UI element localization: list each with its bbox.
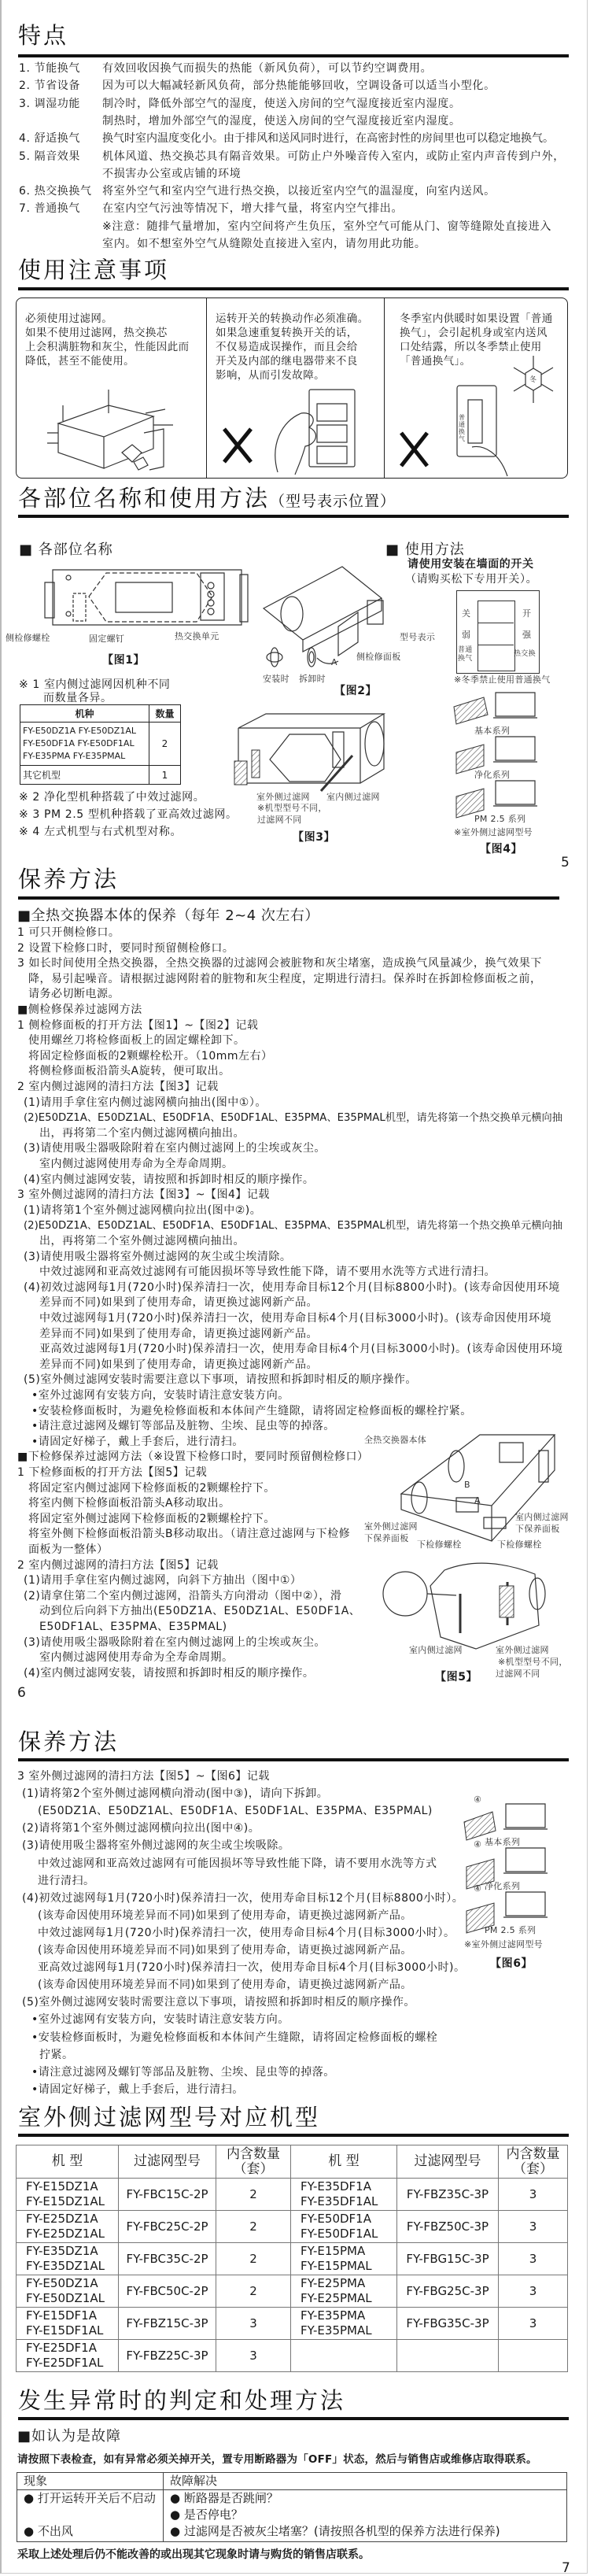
instruction-line: 3 室外侧过滤网的清扫方法【图5】~【图6】记载 [17,1770,270,1783]
instruction-line: 出，再将第二个室外侧过滤网横向抽出。 [39,1235,245,1247]
fig6-step-2: ④ [474,1839,482,1850]
instruction-line: 请务必切断电源。 [28,988,120,1001]
fig6-step-3: ④ [474,1883,482,1894]
fault-intro: 请按照下表检查，如有异常必须关掉开关，置专用断路器为「OFF」状态，然后与销售店或维修店取得联系。 [17,2453,537,2466]
model-cell: FY-E50DZ1A FY-E50DZ1AL [17,2275,119,2308]
feature-text: 不损害办公室或店铺的环境 [102,167,242,180]
quantity-cell: 3 [499,2243,568,2275]
instruction-line: 将固定检修面板的2颗螺栓松开。（10mm左右） [28,1049,273,1063]
fig5-note-1: ※机型型号不同， [498,1657,568,1667]
instruction-line: 3 如长时间使用全热交换器，全热交换器的过滤网会被脏物和灰尘堵塞，造成换气风量减少，换气效果下 [17,957,542,970]
column-header: 故障解决 [164,2473,567,2490]
instruction-line: 中效过滤网每1月(720小时)保养清扫一次，使用寿命目标4个月(目标3000小时)。(该寿命因使用环境 [39,1312,551,1325]
feature-text: ※注意：随排气量增加，室内空间将产生负压，室外空气可能从门、窗等缝隙处直接进入 [102,220,552,233]
column-header: 现象 [17,2473,164,2490]
fig6-series-pm25: PM 2.5 系列 [485,1925,537,1935]
filter-quantity-table [20,704,181,785]
fig1-caption: 【图1】 [102,654,146,667]
fig2-label-side-panel: 侧检修面板 [356,652,401,662]
instruction-line: (4)室内侧过滤网安装，请按照和拆卸时相反的顺序操作。 [24,1666,315,1680]
fault-solution: ● 过滤网是否被灰尘堵塞？(请按照各机型的保养方法进行保养) [164,2523,567,2542]
switch-off-label: 关 [462,608,471,619]
fig3-label-indoor-filter: 室内侧过滤网 [326,792,380,802]
filter-model-cell: FY-FBZ50C-3P [397,2211,499,2243]
feature-label: 3. 调湿功能 [19,97,81,110]
fig4-note: ※室外侧过滤网型号 [454,827,533,837]
filter-model-cell: FY-FBC50C-2P [119,2275,216,2308]
caution-text: 降低，甚至不能使用。 [25,355,135,368]
instruction-line: 差异而不同)如果到了使用寿命，请更换过滤网新产品。 [39,1327,318,1340]
model-cell: FY-E50DZ1A FY-E50DZ1AL FY-E50DF1A FY-E50DF1AL FY-E35PMA FY-E35PMAL [20,723,149,766]
fig6-filter-drawings [463,1802,549,1944]
fig5-label-bolt-2: 下检修螺栓 [497,1539,542,1550]
instruction-line: 2 室内侧过滤网的清扫方法【图3】记载 [17,1081,219,1093]
caution-text: 换气」，会引起机身或室内送风 [400,327,548,339]
model-cell [291,2340,397,2372]
column-header: 机种 [20,705,149,723]
instruction-line: (4)初效过滤网每1月(720小时)保养清扫一次，使用寿命目标12个月(目标8800小时）。 [22,1891,464,1905]
fig5-label-indoor-filter-2: 室内侧过滤网 [409,1645,463,1655]
snow-label: 冬 [529,376,537,384]
instruction-line: 面板为一整体） [28,1543,109,1556]
fault-solution: ● 是否停电？ [164,2507,567,2523]
switch-on-label: 开 [522,608,532,619]
model-cell: FY-E15PMA FY-E15PMAL [291,2243,397,2275]
fig5-label-outdoor-filter: 室外侧过滤网 [364,1521,418,1532]
quantity-cell: 3 [499,2179,568,2211]
features-title: 特点 [18,22,69,49]
switch-normal-label: 普通换气 [459,414,466,442]
fig4-filter-drawings [452,691,539,833]
filter-model-cell: FY-FBC25C-2P [119,2211,216,2243]
feature-text: 因为可以大幅减轻新风负荷，部分热能能够回收，空调设备可以适当小型化。 [102,79,496,93]
instruction-line: (5)室外侧过滤网安装时需要注意以下事项，请按照和拆卸时相反的顺序操作。 [24,1373,417,1387]
filter-model-cell: FY-FBG25C-3P [397,2275,499,2308]
maintenance-rule-2 [18,1758,569,1761]
bullet-item: •安装检修面板时，为避免检修面板和本体间产生缝隙，请将固定检修面板的螺栓拧紧。 [31,1404,472,1417]
column-header: 内含数量（套） [216,2145,291,2179]
model-cell: FY-E15DZ1A FY-E15DZ1AL [17,2179,119,2211]
feature-label: 6. 热交换换气 [19,185,92,198]
fig5-label-bolt-1: 下检修螺栓 [417,1539,462,1550]
instruction-line: (1)请用手拿住室内侧过滤网横向抽出(图中①）。 [24,1096,267,1109]
instruction-line: 将固定室内侧过滤网下检修面板的2颗螺栓拧下。 [28,1481,275,1495]
instruction-line: 降，易引起噪音。请根据过滤网附着的脏物和灰尘程度，定期进行清扫。保养时在拆卸检修面板之前， [28,972,542,985]
fault-symptom [17,2507,164,2523]
model-cell: FY-E50DF1A FY-E50DF1AL [291,2211,397,2243]
troubleshooting-title: 发生异常时的判定和处理方法 [18,2387,346,2414]
instruction-line: 室内侧过滤网使用寿命为全寿命周期。 [39,1651,234,1665]
fig3-label-outdoor-filter: 室外侧过滤网 [256,792,310,802]
caution-text: 如果不使用过滤网，热交换芯 [25,327,168,339]
fig1-label-fix-screw: 固定螺钉 [89,634,125,644]
table-row [17,2275,568,2308]
filter-models-title: 室外侧过滤网型号对应机型 [18,2104,321,2131]
column-header: 过滤网型号 [119,2145,216,2179]
fault-heading: ■如认为是故障 [17,2428,122,2445]
fig6-series-basic: 基本系列 [485,1837,521,1847]
fault-table [17,2472,567,2542]
filter-models-rule [18,2134,569,2137]
quantity-cell: 2 [149,723,181,766]
caution-text: 上会积满脏物和灰尘，性能因此而 [25,341,190,353]
feature-label: 1. 节能换气 [19,62,81,75]
quantity-cell: 2 [216,2179,291,2211]
fig5-arrow-a: A [474,1495,481,1506]
usage-heading: ■ 使用方法 [385,541,465,558]
fig2-caption: 【图2】 [334,685,378,697]
parts-rule [18,515,569,518]
model-cell: FY-E35DF1A FY-E35DF1AL [291,2179,397,2211]
feature-text: 机体风道、热交换芯具有隔音效果。可防止户外噪音传入室内，或防止室内声音传到户外， [102,150,565,163]
feature-text: 制冷时，降低外部空气的湿度，使送入房间的空气湿度接近室内湿度。 [102,97,461,110]
usage-line-2: （请购买松下专用开关）。 [405,573,538,586]
fault-footer: 采取上述处理后仍不能改善的或出现其它现象时请与购货的销售店联系。 [17,2548,370,2561]
model-cell: FY-E25DZ1A FY-E25DZ1AL [17,2211,119,2243]
instruction-line: 出，再将第二个室内侧过滤网横向抽出。 [39,1126,245,1140]
fig6-series-purify: 净化系列 [485,1881,521,1891]
quantity-cell: 3 [216,2308,291,2340]
names-heading: ■ 各部位名称 [19,541,113,558]
switch-winter-note: ※冬季禁止使用普通换气 [454,674,551,685]
instruction-line: E50DF1AL、E35PMA、E35PMAL) [39,1621,227,1633]
feature-text: 在室内空气污浊等情况下，增大排气量，将室内空气排出。 [102,202,404,216]
table-row [17,2340,568,2372]
maintenance-rule-1 [18,896,559,900]
column-header: 数量 [149,705,181,723]
fig3-note-1: ※机型型号不同， [257,803,327,813]
feature-text: 室内。如不想室外空气从缝隙处直接进入室内，请勿用此功能。 [102,238,426,250]
fig2-label-install: 安装时 [263,674,289,684]
switch-weak-label: 弱 [462,630,471,640]
model-cell: FY-E35DZ1A FY-E35DZ1AL [17,2243,119,2275]
model-cell: FY-E25PMA FY-E25PMAL [291,2275,397,2308]
switch-hand-drawing [223,390,360,476]
fig2-arrow-a: A [331,657,337,667]
x-mark-icon [224,429,251,462]
caution-text: 不仅易造成误操作，而且会给 [216,341,358,353]
note-1-line-2: 而数量各异。 [43,692,112,704]
maintenance-title-1: 保养方法 [18,866,120,893]
instruction-line: 使用螺丝刀将检修面板上的固定螺栓卸下。 [28,1034,245,1048]
instruction-line: (E50DZ1A、E50DZ1AL、E50DF1A、E50DF1AL、E35PMA、E35PMAL) [38,1805,433,1818]
instruction-line: 差异而不同)如果到了使用寿命，请更换过滤网新产品。 [39,1358,318,1371]
x-mark-icon [401,433,427,466]
winter-switch-drawing [397,354,562,480]
feature-label: 2. 节省设备 [19,79,81,93]
instruction-line: (4)初效过滤网每1月(720小时)保养清扫一次，使用寿命目标12个月(目标8800小时)。(该寿命因使用环境 [24,1281,560,1294]
quantity-cell: 3 [499,2308,568,2340]
instruction-line: 中效过滤网和亚高效过滤网有可能因损坏等导致性能下降，请不要用水洗等方式进行清扫。 [39,1266,496,1279]
switch-heat-mode-label: 热交换 [514,650,536,658]
fig3-drawing [234,712,388,787]
note-4: ※ 4 左式机型与右式机型对称。 [19,826,183,838]
maintenance-title-2: 保养方法 [18,1728,120,1755]
filter-model-cell: FY-FBC35C-2P [119,2243,216,2275]
instruction-line: (2)E50DZ1A、E50DZ1AL、E50DF1A、E50DF1AL、E35PMA、E35PMAL机型，请先将第一个热交换单元横向抽 [24,1220,562,1233]
fig5-arrow-b: B [464,1480,470,1490]
fig5-note-2: 过滤网不同 [496,1669,540,1679]
instruction-line: (2)E50DZ1A、E50DZ1AL、E50DF1A、E50DF1AL、E35PMA、E35PMAL机型，请先将第一个热交换单元横向抽 [24,1112,562,1125]
bolt-orientation-icons [266,645,321,669]
instruction-line: 动到位后向斜下方抽出(E50DZ1A、E50DZ1AL、E50DF1A、 [39,1605,361,1618]
filter-model-cell: FY-FBC15C-2P [119,2179,216,2211]
instruction-line: (3)请使用吸尘器将室外侧过滤网的灰尘或尘埃吸除。 [22,1839,290,1853]
quantity-cell: 1 [149,766,181,785]
caution-text: 口处结露，所以冬季禁止使用 [400,341,542,353]
bullet-item: •请固定好梯子，戴上手套后，进行清扫。 [31,2083,244,2096]
bullet-item: •室外过滤网有安装方向，安装时请注意安装方向。 [31,2013,289,2027]
bullet-item: 拧紧。 [39,2048,74,2061]
fig6-step-1: ④ [474,1794,482,1805]
quantity-cell: 2 [216,2211,291,2243]
cautions-title: 使用注意事项 [18,257,170,283]
fig4-caption: 【图4】 [480,843,523,856]
fig1-drawing [43,568,248,627]
usage-line-1: 请使用安装在墙面的开关 [407,558,534,571]
quantity-cell: 3 [216,2340,291,2372]
section-heading: ■全热交换器本体的保养（每年 2~4 次左右） [17,907,319,924]
note-2: ※ 2 净化型机种搭载了中效过滤网。 [19,791,205,804]
bullet-item: •室外过滤网有安装方向，安装时请注意安装方向。 [31,1389,289,1402]
instruction-line: 1 下检修面板的打开方法【图5】记载 [17,1466,208,1479]
model-cell: FY-E25DF1A FY-E25DF1AL [17,2340,119,2372]
cautions-rule [18,287,569,290]
fig2-label-remove: 拆卸时 [299,674,326,684]
fig6-note: ※室外侧过滤网型号 [464,1939,543,1950]
table-row [17,2243,568,2275]
page-number-6: 6 [17,1685,26,1701]
instruction-line: 室内侧过滤网使用寿命为全寿命周期。 [39,1158,234,1170]
column-header: 机 型 [291,2145,397,2179]
filter-model-cell: FY-FBZ25C-3P [119,2340,216,2372]
caution-text: 如果急速重复转换开关的话， [216,327,358,339]
feature-text: 制热时，增加外部空气的湿度，使送入房间的空气湿度接近室内湿度。 [102,114,461,128]
fig5-label-outdoor-panel: 下保养面板 [364,1533,409,1543]
instruction-line: 亚高效过滤网每1月(720小时)保养清扫一次，使用寿命目标4个月(目标3000小时)。 [38,1961,466,1975]
instruction-line: (该寿命因使用环境差异而不同)如果到了使用寿命，请更换过滤网新产品。 [38,1979,412,1992]
instruction-line: 3 室外侧过滤网的清扫方法【图3】~【图4】记载 [17,1188,270,1202]
fig1-label-side-bolt: 侧检修螺栓 [6,633,50,643]
fig5-bottom-drawing [382,1562,551,1649]
quantity-cell [499,2340,568,2372]
column-header: 机 型 [17,2145,119,2179]
parts-title: 各部位名称和使用方法（型号表示位置） [18,485,396,512]
instruction-line: (3)请使用吸尘器将室外侧过滤网的灰尘或尘埃清除。 [24,1250,292,1263]
quantity-cell: 3 [499,2275,568,2308]
fig6-caption: 【图6】 [490,1957,533,1970]
switch-strong-label: 强 [522,630,532,640]
page-number-5: 5 [561,855,570,870]
instruction-line: 将侧检修面板沿箭头A旋转，便可取出。 [28,1065,230,1078]
instruction-line: (2)请将第1个室外侧过滤网横向拉出(图中④)。 [22,1822,260,1835]
instruction-line: (1)请将第1个室外侧过滤网横向拉出(图中②)。 [24,1203,262,1217]
feature-text: 换气时室内温度变化小。由于排风和送风同时进行，在高密封性的房间里也可以稳定地换气。 [102,132,554,146]
caution-text: 开关及内部的继电器带来不良 [216,355,358,368]
note-3: ※ 3 PM 2.5 型机种搭载了亚高效过滤网。 [19,808,238,821]
column-header: 过滤网型号 [397,2145,499,2179]
caution-text: 「普通换气」。 [400,355,471,368]
table-row [17,2211,568,2243]
instruction-line: 2 设置下检修口时，要同时预留侧检修口。 [17,941,234,955]
fig4-series-purify: 净化系列 [474,770,511,780]
feature-label: 5. 隔音效果 [19,150,81,163]
fig2-label-model: 型号表示 [400,632,436,642]
fig5-label-body: 全热交换器本体 [364,1435,427,1445]
model-cell: 其它机型 [20,766,149,785]
fig1-label-heat-unit: 热交换单元 [175,631,219,641]
section-heading: ■侧检修保养过滤网方法 [17,1003,142,1016]
instruction-line: 进行清扫。 [38,1874,95,1887]
instruction-line: (4)室内侧过滤网安装，请按照和拆卸时相反的顺序操作。 [24,1173,315,1186]
instruction-line: (3)请使用吸尘器吸除附着在室内侧过滤网上的尘埃或灰尘。 [24,1142,326,1155]
filter-model-cell: FY-FBG35C-3P [397,2308,499,2340]
instruction-line: (1)请将第2个室外侧过滤网横向滑动(图中③)，请向下拆卸。 [22,1787,329,1801]
bullet-item: •请注意过滤网及螺钉等部品及脏物、尘埃、昆虫等的掉落。 [31,1420,335,1433]
caution-text: 必须使用过滤网。 [25,312,113,325]
fig5-label-indoor-filter: 室内侧过滤网 [515,1512,569,1522]
quantity-cell: 3 [499,2211,568,2243]
heat-exchanger-unit-drawing [47,390,173,472]
instruction-line: 2 室内侧过滤网的清扫方法【图5】记载 [17,1558,219,1572]
model-cell: FY-E35PMA FY-E35PMAL [291,2308,397,2340]
instruction-line: 1 侧检修面板的打开方法【图1】~【图2】记载 [17,1018,259,1032]
fig3-caption: 【图3】 [293,831,336,844]
instruction-line: 亚高效过滤网每1月(720小时)保养清扫一次，使用寿命目标4个月(目标3000小时)。(该寿命因使用环境 [39,1343,563,1356]
table-row [17,2179,568,2211]
table-row [17,2308,568,2340]
bullet-item: •请固定好梯子，戴上手套后，进行清扫。 [31,1435,244,1448]
fault-symptom: ● 不出风 [17,2523,164,2542]
model-cell: FY-E15DF1A FY-E15DF1AL [17,2308,119,2340]
instruction-line: (1)请用手拿住室内侧过滤网，向斜下方抽出（图中①） [24,1574,302,1587]
fig4-series-pm25: PM 2.5 系列 [474,814,526,824]
instruction-line: (5)室外侧过滤网安装时需要注意以下事项，请按照和拆卸时相反的顺序操作。 [22,1996,415,2009]
quantity-cell: 2 [216,2243,291,2275]
caution-text: 冬季室内供暖时如果设置「普通 [400,312,553,325]
bullet-item: •请注意过滤网及螺钉等部品及脏物、尘埃、昆虫等的掉落。 [31,2065,335,2079]
fig5-label-indoor-panel: 下保养面板 [515,1524,560,1534]
instruction-line: (3)请使用吸尘器吸除附着在室内侧过滤网上的尘埃或灰尘。 [24,1635,326,1649]
fault-symptom: ● 打开运转开关后不启动 [17,2490,164,2508]
column-header: 内含数量（套） [499,2145,568,2179]
fig5-caption: 【图5】 [435,1671,478,1683]
section-heading: ■下检修保养过滤网方法（※设置下检修口时，要同时预留侧检修口） [17,1451,369,1464]
filter-model-cell [397,2340,499,2372]
instruction-line: 将固定室外侧过滤网下检修面板的2颗螺栓拧下。 [28,1512,275,1525]
caution-text: 运转开关的转换动作必须准确。 [216,312,369,325]
filter-models-table [16,2145,568,2372]
instruction-line: (2)请拿住第二个室内侧过滤网，沿箭头方向滑动（图中②），滑 [24,1589,342,1602]
note-1-line-1: ※ 1 室内侧过滤网因机种不同 [19,678,171,691]
page-number-7: 7 [562,2560,570,2576]
instruction-line: 差异而不同)如果到了使用寿命，请更换过滤网新产品。 [39,1296,318,1310]
instruction-line: 1 可只开侧检修口。 [17,926,120,939]
caution-text: 影响，从而引发故障。 [216,369,325,382]
instruction-line: 将室外侧下检修面板沿箭头B移动取出。（请注意过滤网与下检修 [28,1528,351,1541]
switch-normal-mode-label: 普通换气 [458,646,473,663]
instruction-line: (该寿命因使用环境差异而不同)如果到了使用寿命，请更换过滤网新产品。 [38,1944,412,1957]
features-rule [18,54,569,57]
troubleshooting-rule [18,2417,569,2420]
feature-label: 4. 舒适换气 [19,132,81,146]
feature-label: 7. 普通换气 [19,202,81,216]
instruction-line: (该寿命因使用环境差异而不同)如果到了使用寿命，请更换过滤网新产品。 [38,1909,412,1922]
instruction-line: 中效过滤网每1月(720小时)保养清扫一次，使用寿命目标4个月(目标3000小时）。 [38,1926,455,1939]
instruction-line: 将室内侧下检修面板沿箭头A移动取出。 [28,1497,230,1510]
feature-text: 将室外空气和室内空气进行热交换，以接近室内空气的温湿度，向室内送风。 [102,185,496,198]
fig4-series-basic: 基本系列 [474,726,511,736]
quantity-cell: 2 [216,2275,291,2308]
filter-model-cell: FY-FBZ15C-3P [119,2308,216,2340]
fig3-note-2: 过滤网不同 [257,815,302,825]
instruction-line: 中效过滤网和亚高效过滤网有可能因损坏等导致性能下降，请不要用水洗等方式 [38,1857,437,1870]
feature-text: 有效回收因换气而损失的热能（新风负荷），可以节约空调费用。 [102,62,433,75]
filter-model-cell: FY-FBG15C-3P [397,2243,499,2275]
filter-model-cell: FY-FBZ35C-3P [397,2179,499,2211]
fig5-label-outdoor-filter-2: 室外侧过滤网 [496,1645,549,1655]
fault-solution: ● 断路器是否跳闸？ [164,2490,567,2508]
bullet-item: •安装检修面板时，为避免检修面板和本体间产生缝隙，请将固定检修面板的螺栓 [31,2031,438,2044]
